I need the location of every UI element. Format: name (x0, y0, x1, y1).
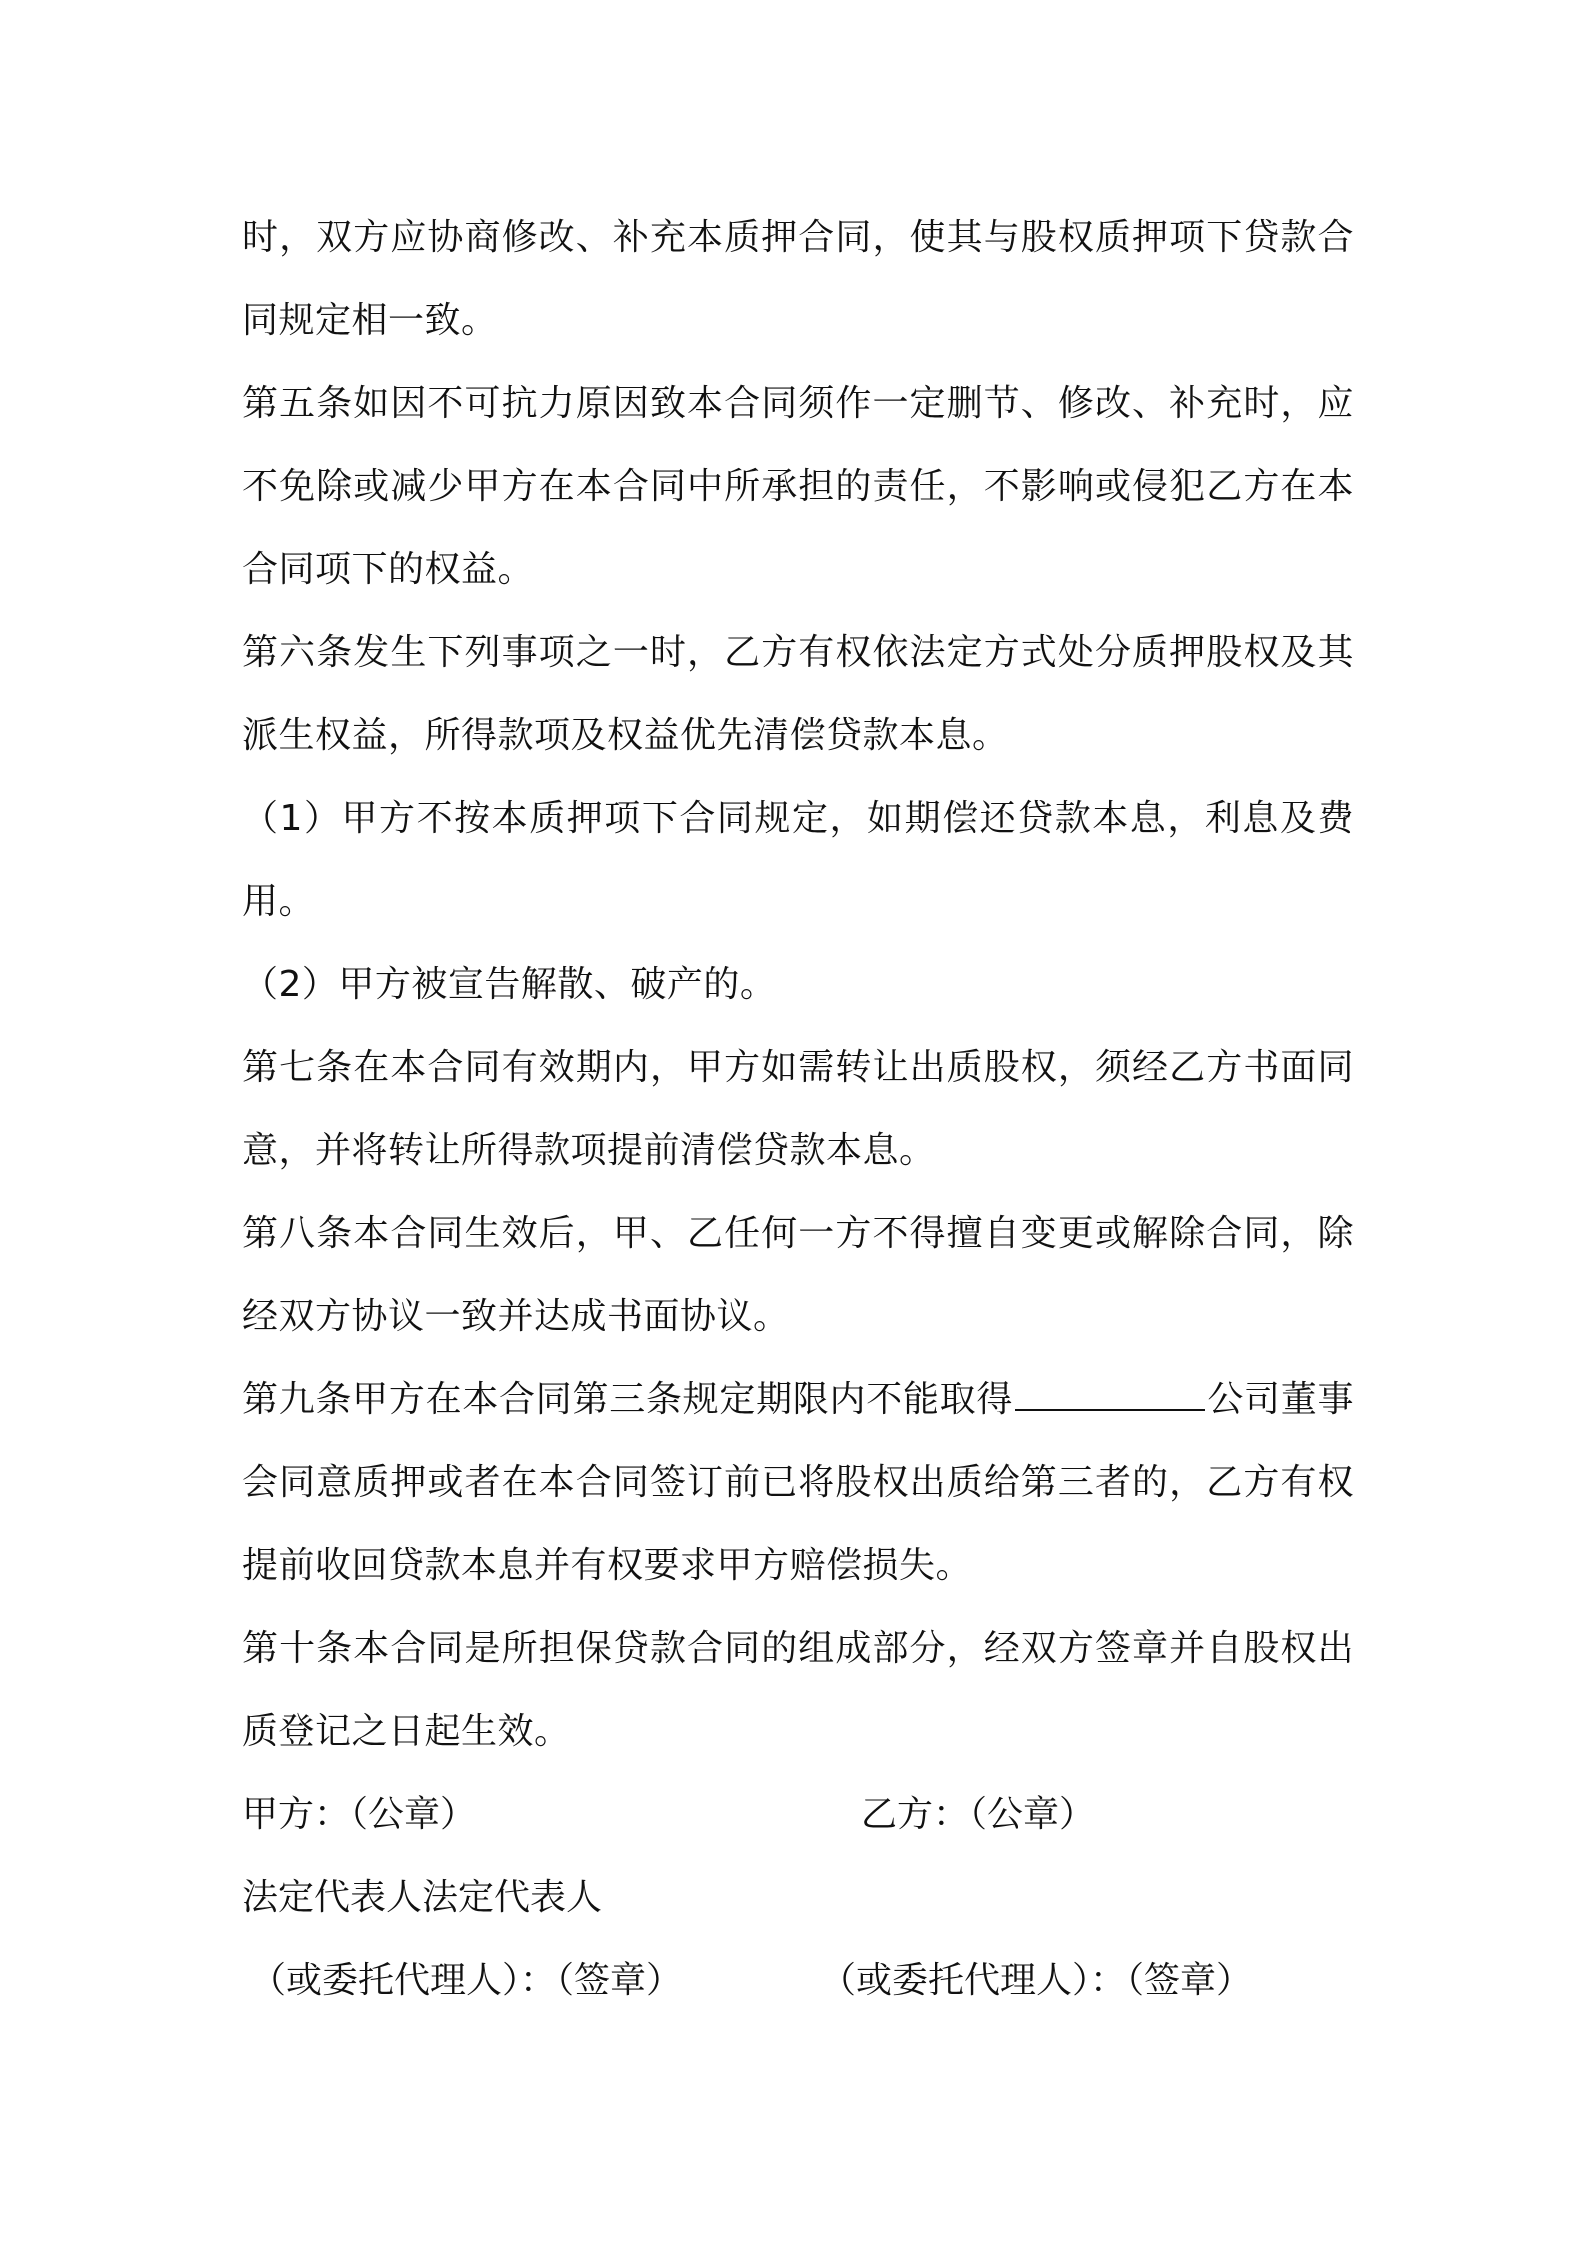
legal-rep-label: 法定代表人法定代表人 (242, 1877, 603, 1918)
paragraph-article-6: 第六条发生下列事项之一时，乙方有权依法定方式处分质押股权及其派生权益，所得款项及权益优先清偿贷款本息。 (242, 632, 1354, 756)
paragraph-article-5: 第五条如因不可抗力原因致本合同须作一定删节、修改、补充时，应不免除或减少甲方在本合同中所承担的责任，不影响或侵犯乙方在本合同项下的权益。 (242, 383, 1354, 590)
paragraph-article-6-item-1: （1）甲方不按本质押项下合同规定，如期偿还贷款本息，利息及费用。 (242, 798, 1354, 922)
contract-body (242, 196, 1354, 2022)
party-a-proxy-label: （或委托代理人）：（签章） (250, 1960, 683, 2001)
article-9-text-start: 第九条甲方在本合同第三条规定期限内不能取得 (242, 1379, 1014, 1420)
paragraph-article-10: 第十条本合同是所担保贷款合同的组成部分，经双方签章并自股权出质登记之日起生效。 (242, 1628, 1354, 1752)
proxy-signature-row (242, 1939, 1354, 2022)
legal-rep-row (242, 1856, 1354, 1939)
paragraph-article-4-continued: 时，双方应协商修改、补充本质押合同，使其与股权质押项下贷款合同规定相一致。 (242, 217, 1354, 341)
article-9-text-end: 公司董事会同意质押或者在本合同签订前已将股权出质给第三者的，乙方有权提前收回贷款本息并有权要求甲方赔偿损失。 (242, 1379, 1354, 1586)
company-name-blank (1015, 1379, 1205, 1411)
paragraph-article-7: 第七条在本合同有效期内，甲方如需转让出质股权，须经乙方书面同意，并将转让所得款项提前清偿贷款本息。 (242, 1047, 1354, 1171)
party-a-seal-label: 甲方：（公章） (242, 1794, 477, 1835)
party-b-seal-label: 乙方：（公章） (861, 1794, 1096, 1835)
party-b-proxy-label: （或委托代理人）：（签章） (820, 1960, 1253, 2001)
signature-seal-row (242, 1773, 1354, 1856)
paragraph-article-9 (242, 1358, 1354, 1607)
paragraph-article-8: 第八条本合同生效后，甲、乙任何一方不得擅自变更或解除合同，除经双方协议一致并达成书面协议。 (242, 1213, 1354, 1337)
paragraph-article-6-item-2: （2）甲方被宣告解散、破产的。 (242, 964, 777, 1005)
